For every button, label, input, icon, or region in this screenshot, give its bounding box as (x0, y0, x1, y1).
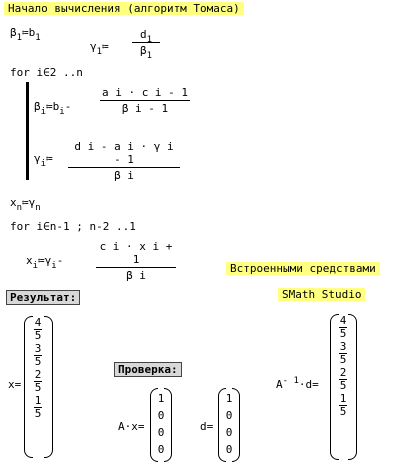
assign-operator: ≔ (22, 26, 29, 39)
gamma-symbol: γ (28, 196, 36, 209)
ax-symbol: A·x (118, 420, 138, 433)
gamma-i-assignment[interactable] (34, 152, 53, 169)
b-symbol: b (28, 26, 36, 39)
frac-denominator: β i (114, 169, 134, 182)
fraction-denominator: 5 (34, 407, 42, 420)
equals-sign: = (206, 420, 214, 433)
equals-sign: = (137, 420, 145, 433)
xi-fraction (96, 240, 176, 282)
frac-den-sub: 1 (146, 51, 153, 61)
b-subscript: 1 (35, 33, 41, 43)
vector-fraction-entry (335, 316, 351, 339)
vector-entry: 0 (225, 409, 233, 422)
vector-fraction-entry (335, 394, 351, 417)
gamma-symbol: γ (90, 40, 97, 53)
dot-d: ·d (298, 378, 313, 391)
beta-subscript: 1 (16, 33, 23, 43)
x-vector-values (30, 318, 46, 422)
x-subscript: n (16, 203, 23, 213)
assign-operator: ≔ (22, 196, 29, 209)
for-loop-header-1[interactable]: for i∈2 ..n (10, 66, 83, 79)
gamma-subscript: i (40, 159, 47, 169)
gamma-i-fraction (68, 140, 180, 182)
vector-fraction-entry (30, 344, 46, 367)
gamma-symbol: γ (44, 254, 52, 267)
x-symbol: x (26, 254, 33, 267)
x-subscript: i (32, 261, 39, 271)
x-symbol: x (10, 196, 17, 209)
vector-entry: 0 (157, 409, 165, 422)
equals-sign: = (14, 378, 22, 391)
fraction-numerator: 4 (339, 314, 347, 327)
vector-fraction-entry (335, 368, 351, 391)
ainv-d-vector-values (335, 316, 351, 420)
d-symbol: d (200, 420, 207, 433)
section-title[interactable]: Начало вычисления (алгоритм Томаса) (4, 2, 244, 15)
loop-body-bracket (26, 82, 29, 180)
frac-denominator: β i (126, 269, 146, 282)
beta1-assignment[interactable] (10, 26, 41, 43)
check-label[interactable]: Проверка: (114, 362, 182, 377)
minus-operator: - (56, 254, 64, 267)
smath-label[interactable]: SMath Studio (278, 288, 365, 301)
frac-numerator: c i · x i + 1 (99, 240, 173, 266)
frac-numerator: a i · c i - 1 (101, 86, 189, 99)
vector-entry: 1 (157, 392, 165, 405)
assign-operator: ≔ (38, 254, 45, 267)
beta-symbol: β (10, 26, 17, 39)
frac-num-sub: 1 (146, 35, 153, 45)
xn-assignment[interactable] (10, 196, 41, 213)
fraction-denominator: 5 (339, 353, 347, 366)
fraction-numerator: 1 (34, 394, 42, 407)
beta-i-fraction (100, 86, 190, 115)
d-vector-values (222, 390, 236, 458)
ax-vector-values (154, 390, 168, 458)
gamma1-assignment[interactable] (90, 40, 109, 57)
result-label[interactable]: Результат: (6, 290, 80, 305)
fraction-numerator: 4 (34, 316, 42, 329)
fraction-numerator: 2 (339, 366, 347, 379)
for-loop-header-2[interactable]: for i∈n-1 ; n-2 ..1 (10, 220, 136, 233)
fraction-denominator: 5 (34, 355, 42, 368)
b-symbol: b (52, 100, 60, 113)
fraction-numerator: 3 (34, 342, 42, 355)
fraction-numerator: 1 (339, 392, 347, 405)
a-symbol: A (276, 378, 283, 391)
frac-denominator: β i - 1 (121, 102, 169, 115)
assign-operator: ≔ (102, 40, 109, 53)
frac-numerator: d (139, 28, 147, 41)
vector-entry: 0 (225, 443, 233, 456)
vector-entry: 0 (225, 426, 233, 439)
vector-fraction-entry (30, 318, 46, 341)
gamma-subscript: n (35, 203, 41, 213)
vector-fraction-entry (30, 370, 46, 393)
x-vector-label[interactable] (8, 378, 21, 391)
beta-subscript: i (40, 107, 47, 117)
frac-denominator: β (139, 44, 147, 57)
vector-entry: 0 (157, 426, 165, 439)
xi-assignment[interactable] (26, 254, 64, 271)
minus-operator: - (64, 100, 72, 113)
vector-fraction-entry (335, 342, 351, 365)
vector-fraction-entry (30, 396, 46, 419)
x-symbol: x (8, 378, 15, 391)
ax-vector-label[interactable] (118, 420, 145, 433)
vector-entry: 1 (225, 392, 233, 405)
inverse-superscript: - 1 (282, 376, 299, 386)
gamma-subscript: i (51, 261, 57, 271)
fraction-numerator: 2 (34, 368, 42, 381)
beta-symbol: β (34, 100, 41, 113)
equals-sign: = (312, 378, 319, 391)
fraction-denominator: 5 (34, 329, 42, 342)
gamma1-fraction (132, 28, 160, 61)
assign-operator: ≔ (46, 100, 53, 113)
fraction-denominator: 5 (339, 327, 347, 340)
ainv-d-label[interactable] (276, 378, 319, 391)
builtin-label[interactable]: Встроенными средствами (226, 262, 380, 275)
b-subscript: i (59, 107, 65, 117)
assign-operator: ≔ (46, 152, 53, 165)
fraction-denominator: 5 (339, 405, 347, 418)
frac-numerator: d i - a i · γ i - 1 (74, 140, 174, 166)
beta-i-assignment[interactable] (34, 100, 72, 117)
d-vector-label[interactable] (200, 420, 213, 433)
fraction-denominator: 5 (34, 381, 42, 394)
fraction-numerator: 3 (339, 340, 347, 353)
gamma-subscript: 1 (96, 47, 103, 57)
fraction-denominator: 5 (339, 379, 347, 392)
gamma-symbol: γ (34, 152, 41, 165)
vector-entry: 0 (157, 443, 165, 456)
